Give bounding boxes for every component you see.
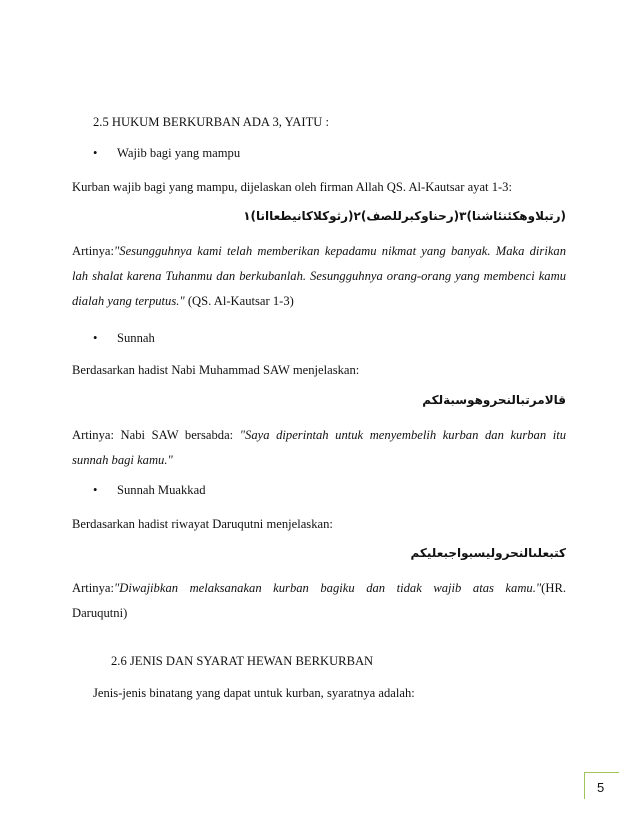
translation-label: Artinya: [72, 244, 114, 258]
section-heading-2-6: 2.6 JENIS DAN SYARAT HEWAN BERKURBAN [111, 654, 374, 668]
arabic-verse-kautsar: (رتبلاوهكئنئاشنا)٣(رحناوكبرللصف)٢(رثوكلاكانيطعاانا)١ [243, 209, 566, 223]
muakkad-translation-line-1 [72, 580, 566, 596]
muakkad-translation-line-2: Daruqutni) [72, 606, 128, 620]
bullet-label: Wajib bagi yang mampu [117, 146, 241, 160]
sunnah-intro: Berdasarkan hadist Nabi Muhammad SAW menjelaskan: [72, 363, 360, 377]
translation-label: Artinya: Nabi SAW bersabda: [72, 428, 234, 442]
sunnah-translation-line-2: sunnah bagi kamu." [72, 453, 173, 467]
wajib-translation-line-1 [72, 243, 566, 259]
bullet-label: Sunnah [117, 331, 155, 345]
translation-text: "Diwajibkan melaksanakan kurban bagiku dan tidak wajib atas kamu." [113, 581, 542, 595]
bullet-icon: • [93, 331, 98, 345]
wajib-intro: Kurban wajib bagi yang mampu, dijelaskan oleh firman Allah QS. Al-Kautsar ayat 1-3: [72, 180, 512, 194]
arabic-hadith-muakkad: كتبعلىالنحروليسبواجبعليكم [410, 546, 566, 560]
bullet-sunnah-muakkad [93, 482, 206, 498]
muakkad-intro: Berdasarkan hadist riwayat Daruqutni menjelaskan: [72, 517, 333, 531]
translation-text: "Sesungguhnya kami telah memberikan kepadamu nikmat yang banyak. Maka dirikan [113, 244, 566, 258]
section-2-6-intro: Jenis-jenis binatang yang dapat untuk kurban, syaratnya adalah: [93, 686, 415, 700]
page-number: 5 [597, 780, 605, 795]
wajib-translation-line-2: lah shalat karena Tuhanmu dan berkubanlah. Sesungguhnya orang-orang yang membenci kamu [72, 269, 566, 283]
translation-reference: (HR. [541, 581, 566, 595]
translation-text: "Saya diperintah untuk menyembelih kurban dan kurban itu [239, 428, 566, 442]
sunnah-translation-line-1 [72, 427, 566, 443]
section-heading-2-5: 2.5 HUKUM BERKURBAN ADA 3, YAITU : [93, 115, 330, 129]
wajib-translation-line-3 [72, 293, 294, 309]
bullet-icon: • [93, 146, 98, 160]
bullet-wajib [93, 145, 240, 161]
bullet-sunnah [93, 330, 155, 346]
translation-reference: (QS. Al-Kautsar 1-3) [187, 294, 294, 308]
arabic-hadith-sunnah: قالامرتبالنحروهوسبةلكم [422, 393, 566, 407]
bullet-icon: • [93, 483, 98, 497]
translation-text: dialah yang terputus." [72, 294, 185, 308]
translation-label: Artinya: [72, 581, 114, 595]
bullet-label: Sunnah Muakkad [117, 483, 206, 497]
